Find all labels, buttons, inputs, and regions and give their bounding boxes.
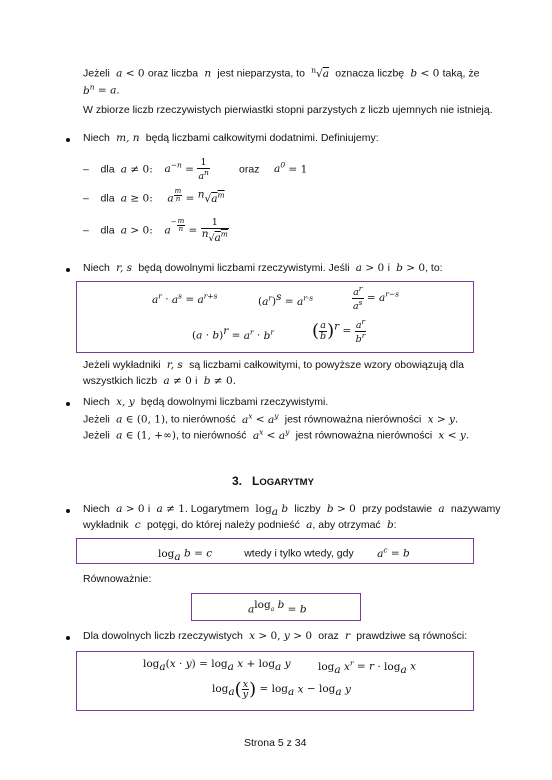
dash: – bbox=[83, 192, 89, 205]
text: Niech bbox=[83, 503, 110, 515]
text: wtedy i tylko wtedy, gdy bbox=[244, 547, 354, 560]
page-number: Strona 5 z 34 bbox=[244, 737, 307, 749]
text: oraz liczba bbox=[147, 67, 199, 80]
text: Jeżeli bbox=[83, 429, 110, 442]
bullet bbox=[66, 268, 70, 272]
logarithm-definition-2: wykładnik c potęgi, do której należy podnieść a, aby otrzymać b: bbox=[83, 519, 397, 531]
text: będą dowolnymi liczbami rzeczywistymi. Jeśli bbox=[138, 262, 350, 274]
bullet bbox=[66, 509, 70, 513]
equivalently-label: Równoważnie: bbox=[83, 573, 152, 585]
formula-log-quotient: $\log_a$( $\frac{x}{y}$ ) = $\log_a x - \log_a y$ bbox=[212, 678, 351, 700]
dash: – bbox=[83, 224, 89, 237]
text: potęgi, do której należy podnieść bbox=[146, 519, 300, 531]
dash: – bbox=[83, 163, 89, 176]
logarithm-definition-1: Niech a > 0 i a ≠ 1. Logarytmem $\log_a b$ liczby b > 0 przy podstawie a nazywamy bbox=[83, 503, 501, 519]
text: oznacza liczbę bbox=[335, 67, 405, 80]
integer-exponents-note-1: Jeżeli wykładniki r, s są liczbami całkowitymi, to powyższe wzory obowiązują dla bbox=[83, 359, 464, 371]
section-title-rest: OGARYTMY bbox=[259, 477, 314, 488]
formula-log-identity: $a^{log_a b} = b$ bbox=[248, 599, 307, 616]
definition-fractional-exponent: – dla a ≥ 0: a $\frac{m}{n}$ = $^n√a^m$ bbox=[83, 187, 225, 205]
text: jest nieparzysta, to bbox=[217, 67, 305, 80]
text: wszystkich liczb bbox=[83, 375, 158, 387]
text: , to nierówność bbox=[175, 429, 247, 442]
bullet bbox=[66, 402, 70, 406]
formula-log-product: $\log_a(x \cdot y) = \log_a x + \log_a y$ bbox=[143, 658, 291, 674]
definitions-intro: Niech m, n będą liczbami całkowitymi dodatnimi. Definiujemy: bbox=[83, 132, 379, 144]
text: Jeżeli bbox=[83, 67, 110, 80]
bullet bbox=[66, 636, 70, 640]
text: nazywamy bbox=[450, 503, 501, 515]
monotonicity-decreasing: Jeżeli a ∈ (1, +∞), to nierówność $a^x < a^y$ jest równoważna nierówności x < y. bbox=[83, 427, 470, 442]
text: prawdziwe są równości: bbox=[356, 630, 468, 642]
text: będą dowolnymi liczbami rzeczywistymi. bbox=[140, 396, 329, 408]
log-laws-intro: Dla dowolnych liczb rzeczywistych x > 0, y > 0 oraz r prawdziwe są równości: bbox=[83, 630, 468, 642]
text: Jeżeli wykładniki bbox=[83, 359, 161, 371]
definition-negative-exponent: – dla a ≠ 0: $a^{-n}$ = $\frac{1}{a^n}$ oraz $a^0 = 1$ bbox=[83, 157, 308, 182]
power-laws-intro: Niech r, s będą dowolnymi liczbami rzeczywistymi. Jeśli a > 0 i b > 0, to: bbox=[83, 262, 443, 274]
text: będą liczbami całkowitymi dodatnimi. Definiujemy: bbox=[145, 132, 379, 144]
text: wykładnik bbox=[83, 519, 129, 531]
section-number: 3. bbox=[232, 474, 243, 488]
section-title-initial: L bbox=[252, 474, 260, 488]
text: oraz bbox=[318, 630, 339, 642]
formula-power-of-quotient: ( $\frac{a}{b}$ )$^r$ = $\frac{a^r}{b^r}$ bbox=[312, 317, 366, 345]
text: dla bbox=[100, 192, 115, 205]
text: dla bbox=[100, 224, 115, 237]
text: taką, że bbox=[442, 67, 480, 80]
text: przy podstawie bbox=[362, 503, 433, 515]
text: Niech bbox=[83, 132, 110, 144]
text: , to: bbox=[425, 262, 443, 274]
text: są liczbami całkowitymi, to powyższe wzory obowiązują dla bbox=[189, 359, 464, 371]
text: jest równoważna nierówności bbox=[284, 413, 422, 426]
text: oraz bbox=[239, 163, 260, 176]
text: liczby bbox=[294, 503, 321, 515]
definition-negative-fractional-exponent: – dla a > 0: a− $\frac{m}{n}$ = $\frac{1}{^n√a^m}$ bbox=[83, 217, 228, 244]
text: dla bbox=[100, 163, 115, 176]
formula-power-of-power: $(a^r)^s = a^{r\cdot s}$ bbox=[258, 291, 314, 308]
text: i bbox=[387, 262, 390, 274]
odd-root-line-2: $b^n = a$. bbox=[83, 82, 120, 97]
text: , to nierówność bbox=[165, 413, 236, 426]
text: Dla dowolnych liczb rzeczywistych bbox=[83, 630, 243, 642]
even-root-note: W zbiorze liczb rzeczywistych pierwiastki stopni parzystych z liczb ujemnych nie istnieją. bbox=[83, 104, 493, 116]
formula-log-definition: $\log_a b = c$ wtedy i tylko wtedy, gdy $a^c = b$ bbox=[158, 545, 410, 563]
text: i bbox=[147, 503, 151, 515]
monotonicity-increasing: Jeżeli a ∈ (0, 1), to nierówność $a^x < a^y$ jest równoważna nierówności x > y. bbox=[83, 411, 459, 426]
text: jest równoważna nierówności bbox=[295, 429, 433, 442]
monotonicity-intro: Niech x, y będą dowolnymi liczbami rzeczywistymi. bbox=[83, 396, 329, 408]
formula-product-of-powers: $a^r \cdot a^s = a^{r+s}$ bbox=[152, 291, 218, 306]
text: Niech bbox=[83, 262, 110, 274]
formula-power-of-product: $(a \cdot b)^r = a^r \cdot b^r$ bbox=[192, 325, 274, 342]
text: Niech bbox=[83, 396, 110, 408]
text: . Logarytmem bbox=[184, 503, 250, 515]
formula-quotient-of-powers: $\frac{a^r}{a^s}$ = $a^{r-s}$ bbox=[353, 284, 399, 312]
formula-log-power: $\log_a x^r = r \cdot \log_a x$ bbox=[318, 658, 416, 676]
integer-exponents-note-2: wszystkich liczb a ≠ 0 i b ≠ 0. bbox=[83, 375, 236, 387]
section-heading bbox=[232, 474, 314, 488]
text: : bbox=[393, 519, 397, 531]
text: i bbox=[195, 375, 198, 387]
text: Jeżeli bbox=[83, 413, 110, 426]
bullet bbox=[66, 138, 70, 142]
odd-root-line-1: Jeżeli a < 0 oraz liczba n jest nieparzysta, to $^n$√a oznacza liczbę b < 0 taką, że bbox=[83, 65, 480, 80]
text: , aby otrzymać bbox=[312, 519, 381, 531]
